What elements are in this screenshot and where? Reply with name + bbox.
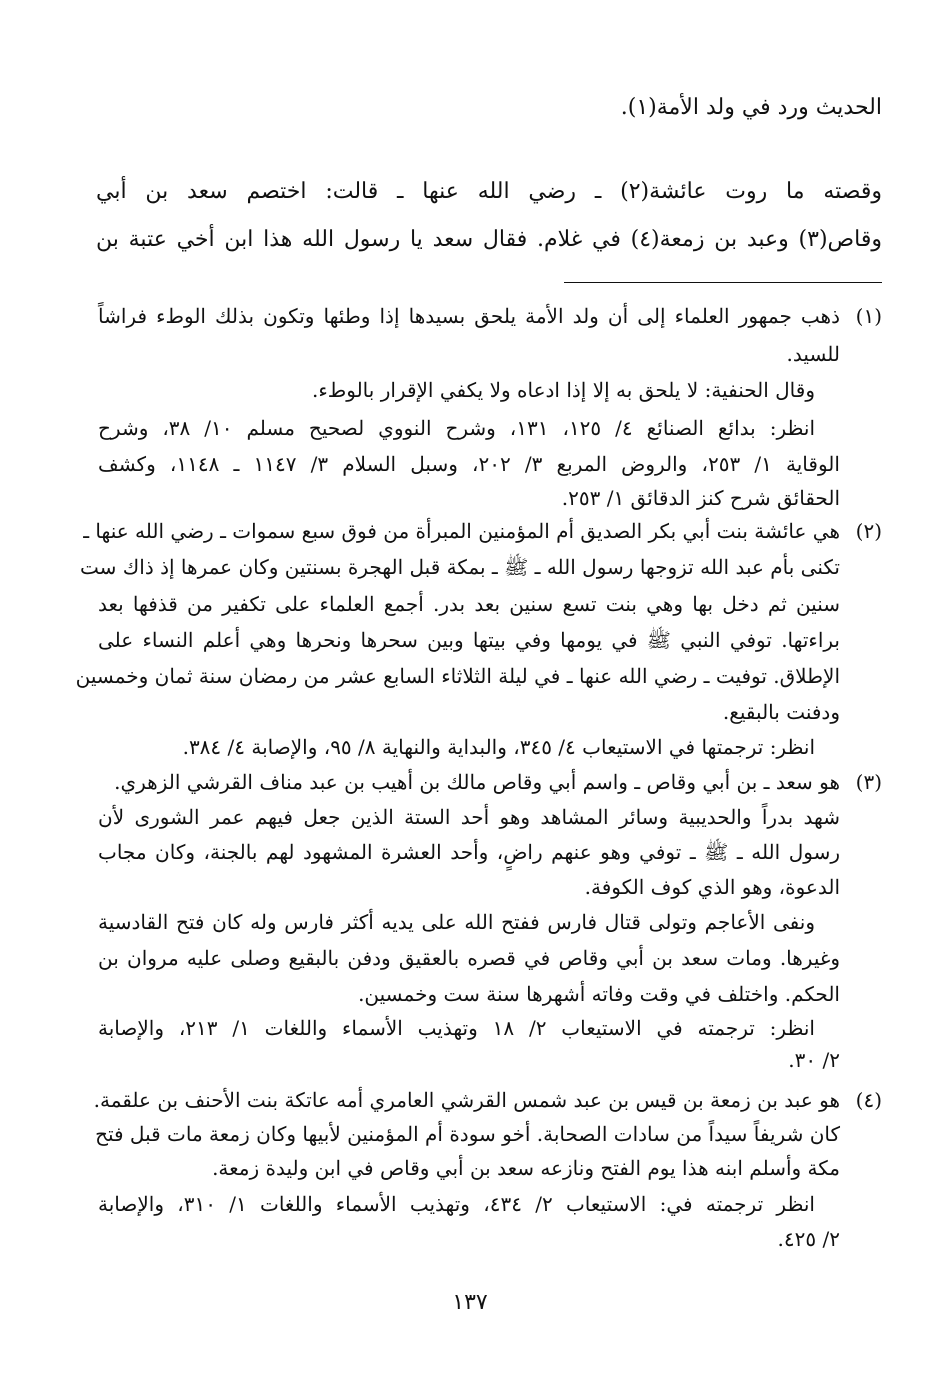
footnote-line: مكة وأسلم ابنه هذا يوم الفتح ونازعه سعد بن أبي وقاص في ابن وليدة زمعة. [212,1156,840,1180]
footnote-line: براءتها. توفي النبي ﷺ في يومها وفي بيتها وبين سحرها ونحرها وهي أعلم النساء على [98,628,840,652]
footnote-line: للسيد. [786,342,840,366]
footnote-line: تكنى بأم عبد الله تزوجها رسول الله ـ ﷺ ـ بمكة قبل الهجرة بسنتين وكان عمرها إذ ذاك ست [80,555,840,579]
footnote-line: وغيرها. ومات سعد بن أبي وقاص في قصره بالعقيق ودفن بالبقيع وصلى عليه مروان بن [98,946,840,970]
footnote-line: انظر: بدائع الصنائع ٤/ ١٢٥، ١٣١، وشرح النووي لصحيح مسلم ١٠/ ٣٨، وشرح [98,416,816,440]
footnote-line: شهد بدراً والحديبية وسائر المشاهد وهو أحد الستة الذين جعل فيهم عمر الشورى لأن [98,805,840,829]
footnote-line: ٢/ ٤٢٥. [777,1227,840,1251]
footnote-line: هو سعد ـ بن أبي وقاص ـ واسم أبي وقاص مالك بن أهيب بن عبد مناف القرشي الزهري. [114,770,840,794]
body-line-1: الحديث ورد في ولد الأمة(١). [620,95,882,120]
footnote-marker: (٣) [855,770,882,794]
footnote-marker: (١) [855,304,882,328]
footnote-line: سنين ثم دخل بها وهي بنت تسع سنين بعد بدر. أجمع العلماء على تكفير من قذفها بعد [98,592,840,616]
footnote-line: انظر ترجمته في: الاستيعاب ٢/ ٤٣٤، وتهذيب الأسماء واللغات ١/ ٣١٠، والإصابة [98,1192,815,1216]
footnote-line: وقال الحنفية: لا يلحق به إلا إذا ادعاه ولا يكفي الإقرار بالوطء. [312,378,815,402]
footnote-line: الحقائق شرح كنز الدقائق ١/ ٢٥٣. [561,486,840,510]
footnote-separator [564,282,882,283]
footnote-line: رسول الله ـ ﷺ ـ توفي وهو عنهم راضٍ، وأحد العشرة المشهود لهم بالجنة، وكان مجاب [98,840,840,864]
footnote-line: الدعوة، وهو الذي كوف الكوفة. [584,875,840,899]
footnote-line: ٢/ ٣٠. [788,1048,840,1072]
footnote-line: الإطلاق. توفيت ـ رضي الله عنها ـ في ليلة الثلاثاء السابع عشر من رمضان سنة ثمان وخمسين [75,664,840,688]
footnote-line: هو عبد بن زمعة بن قيس بن عبد شمس القرشي العامري أمه عاتكة بنت الأحنف بن علقمة. [93,1088,840,1112]
page-number: ١٣٧ [452,1290,488,1315]
body-line-3: وقاص(٣) وعبد بن زمعة(٤) في غلام. فقال سعد يا رسول الله هذا ابن أخي عتبة بن [96,227,882,252]
footnote-marker: (٤) [855,1088,882,1112]
body-line-2: وقصته ما روت عائشة(٢) ـ رضي الله عنها ـ قالت: اختصم سعد بن أبي [96,179,882,204]
footnote-line: انظر: ترجمتها في الاستيعاب ٤/ ٣٤٥، والبداية والنهاية ٨/ ٩٥، والإصابة ٤/ ٣٨٤. [182,735,815,759]
footnote-marker: (٢) [855,519,882,543]
footnote-line: كان شريفاً سيداً من سادات الصحابة. أخو سودة أم المؤمنين لأبيها وكان زمعة مات قبل فتح [95,1122,840,1146]
footnote-line: الحكم. واختلف في وقت وفاته أشهرها سنة ست وخمسين. [358,982,840,1006]
footnote-line: هي عائشة بنت أبي بكر الصديق أم المؤمنين المبرأة من فوق سبع سموات ـ رضي الله عنها ـ [83,519,840,543]
footnote-line: ونفى الأعاجم وتولى قتال فارس ففتح الله على يديه أكثر فارس وله كان فتح القادسية [98,910,815,934]
footnote-line: ذهب جمهور العلماء إلى أن ولد الأمة يلحق بسيدها إذا وطئها وتكون بذلك الوطء فراشاً [98,304,840,328]
footnote-line: الوقاية ١/ ٢٥٣، والروض المربع ٣/ ٢٠٢، وسبل السلام ٣/ ١١٤٧ ـ ١١٤٨، وكشف [98,452,840,476]
footnote-line: انظر: ترجمته في الاستيعاب ٢/ ١٨ وتهذيب الأسماء واللغات ١/ ٢١٣، والإصابة [98,1016,815,1040]
footnote-line: ودفنت بالبقيع. [722,700,840,724]
